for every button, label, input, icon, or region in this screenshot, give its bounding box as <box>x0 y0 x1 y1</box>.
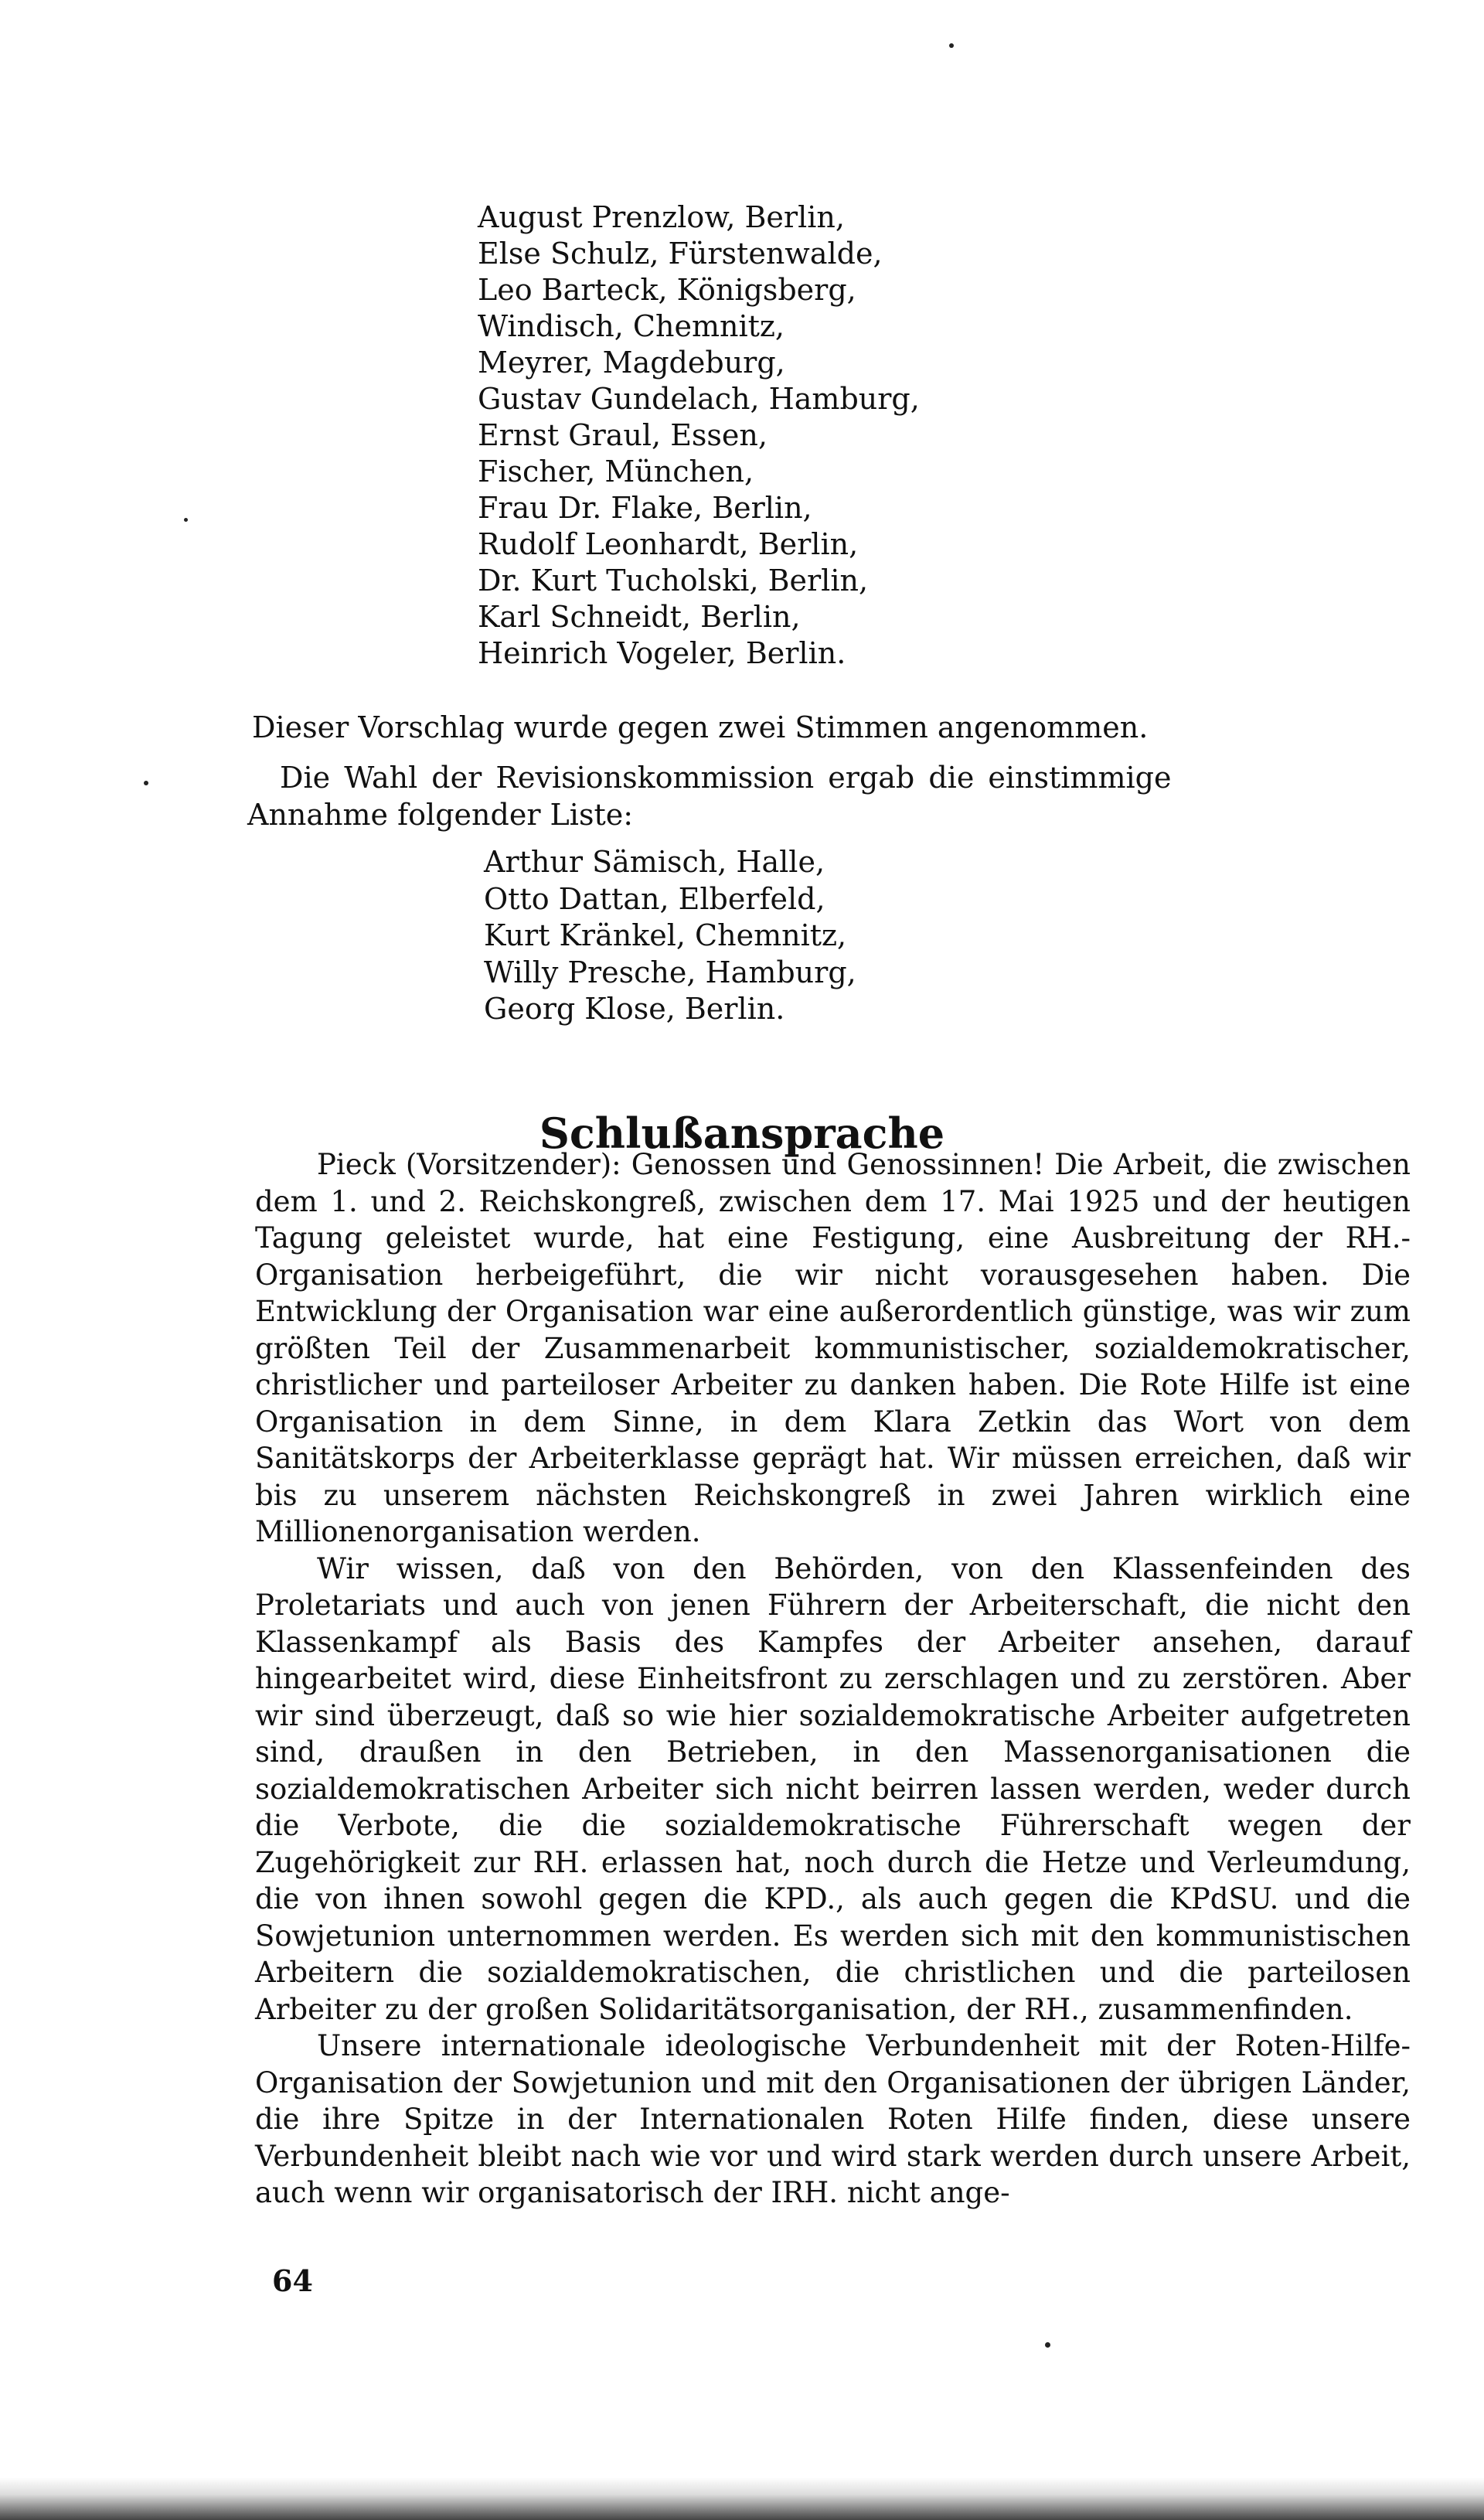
list-item: Kurt Kränkel, Chemnitz, <box>484 918 847 952</box>
list-item: Leo Barteck, Königsberg, <box>478 273 856 307</box>
print-speck <box>184 518 188 522</box>
revision-intro-line: Annahme folgender Liste: <box>247 798 634 832</box>
list-item: Gustav Gundelach, Hamburg, <box>478 382 920 416</box>
vote-result-text: Dieser Vorschlag wurde gegen zwei Stimmen angenommen. <box>252 710 1149 744</box>
list-item: Arthur Sämisch, Halle, <box>484 845 825 879</box>
list-item: Karl Schneidt, Berlin, <box>478 600 801 634</box>
list-item: Fischer, München, <box>478 455 754 489</box>
list-item: Frau Dr. Flake, Berlin, <box>478 491 812 525</box>
list-item: Otto Dattan, Elberfeld, <box>484 881 825 916</box>
page-number: 64 <box>272 2263 313 2298</box>
print-speck <box>1045 2342 1050 2348</box>
list-item: Willy Presche, Hamburg, <box>484 955 856 989</box>
print-speck <box>949 43 954 48</box>
list-item: Heinrich Vogeler, Berlin. <box>478 636 846 670</box>
list-item: August Prenzlow, Berlin, <box>478 200 845 234</box>
print-speck <box>144 781 148 785</box>
list-item: Dr. Kurt Tucholski, Berlin, <box>478 564 869 598</box>
paragraph: Unsere internationale ideologische Verbundenheit mit der Roten-Hilfe-Organisation der Sowjetunion und mit den Organisationen der übrigen Länder, die ihre Spitze in der Internationalen Roten Hilfe finden, diese unsere Verbundenheit bleibt nach wie vor und wird stark werden durch unsere Arbeit, auch wenn wir organisatorisch der IRH. nicht ange- <box>255 2029 1411 2209</box>
section-heading: Schlußansprache <box>539 1108 945 1159</box>
list-item: Meyrer, Magdeburg, <box>478 346 785 380</box>
paragraph: Wir wissen, daß von den Behörden, von den Klassenfeinden des Proletariats und auch von jenen Führern der Arbeiterschaft, die nicht den Klassenkampf als Basis des Kampfes der Arbeiter ansehen, darauf hingearbeitet wird, diese Einheitsfront zu zerschlagen und zu zerstören. Aber wir sind überzeugt, daß so wie hier sozialdemokratische Arbeiter aufgetreten sind, draußen in den Betrieben, in den Massenorganisationen die sozialdemokratischen Arbeiter sich nicht beirren lassen werden, weder durch die Verbote, die die sozialdemokratische Führerschaft wegen der Zugehörigkeit zur RH. erlassen hat, noch durch die Hetze und Verleumdung, die von ihnen sowohl gegen die KPD., als auch gegen die KPdSU. und die Sowjetunion unternommen werden. Es werden sich mit den kommunistischen Arbeitern die sozialdemokratischen, die christlichen und die parteilosen Arbeiter zu der großen Solidaritätsorganisation, der RH., zusammenfinden. <box>255 1551 1411 2026</box>
revision-commission-list <box>484 844 856 1028</box>
paragraph: Pieck (Vorsitzender): Genossen und Genossinnen! Die Arbeit, die zwischen dem 1. und 2. Reichskongreß, zwischen dem 17. Mai 1925 und der heutigen Tagung geleistet wurde, hat eine Festigung, eine Ausbreitung der RH.-Organisation herbeigeführt, die wir nicht vorausgesehen haben. Die Entwicklung der Organisation war eine außerordentlich günstige, was wir zum größten Teil der Zusammenarbeit kommunistischer, sozialdemokratischer, christlicher und parteiloser Arbeiter zu danken haben. Die Rote Hilfe ist eine Organisation in dem Sinne, in dem Klara Zetkin das Wort von dem Sanitätskorps der Arbeiterklasse geprägt hat. Wir müssen erreichen, daß wir bis zu unserem nächsten Reichskongreß in zwei Jahren wirklich eine Millionenorganisation werden. <box>255 1148 1411 1548</box>
list-item: Georg Klose, Berlin. <box>484 992 785 1026</box>
revision-intro-line: Die Wahl der Revisionskommission ergab die einstimmige <box>280 761 1172 795</box>
scan-bottom-edge <box>0 2477 1484 2520</box>
committee-name-list <box>478 199 920 672</box>
list-item: Rudolf Leonhardt, Berlin, <box>478 527 859 561</box>
speech-body <box>255 1146 1411 2212</box>
list-item: Ernst Graul, Essen, <box>478 418 768 452</box>
list-item: Else Schulz, Fürstenwalde, <box>478 237 883 271</box>
list-item: Windisch, Chemnitz, <box>478 309 785 343</box>
